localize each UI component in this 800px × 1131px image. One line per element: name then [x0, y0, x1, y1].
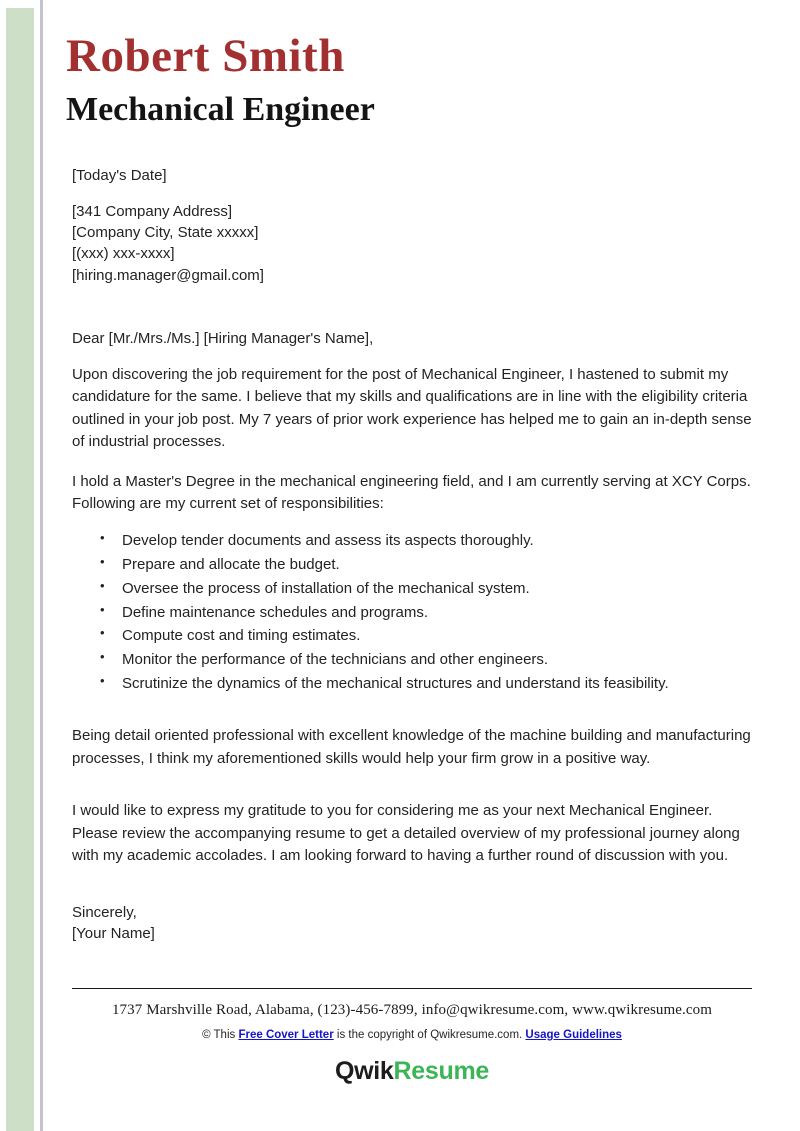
recipient-city-line: [Company City, State xxxxx]: [72, 224, 259, 242]
closing-line: Sincerely,: [72, 903, 137, 921]
body-paragraph-1: Upon discovering the job requirement for the post of Mechanical Engineer, I hastened to submit my candidature for the same. I believe that my skills and qualifications are in line with the eligibility criteria outlined in your job post. My 7 years of prior work experience has helped me to gain an in-depth sense of industrial processes.: [72, 365, 752, 451]
body-paragraph-3: Being detail oriented professional with excellent knowledge of the machine building and manufacturing processes, I think my aforementioned skills would help your firm grow in a positive way.: [72, 727, 751, 767]
list-item: • Oversee the process of installation of the mechanical system.: [72, 578, 752, 600]
recipient-phone-line: [(xxx) xxx-xxxx]: [72, 245, 175, 263]
signature-line: [Your Name]: [72, 925, 155, 943]
recipient-email-line: [hiring.manager@gmail.com]: [72, 266, 264, 284]
logo-text-qwik: Qwik: [334, 1057, 394, 1085]
usage-guidelines-link[interactable]: Usage Guidelines: [525, 1029, 622, 1041]
copyright-prefix: © This: [202, 1029, 239, 1041]
responsibilities-list: [72, 530, 752, 695]
list-item: • Develop tender documents and assess its aspects thoroughly.: [72, 530, 752, 552]
list-item: • Scrutinize the dynamics of the mechanical structures and understand its feasibility.: [72, 673, 752, 695]
recipient-address-block: [72, 201, 752, 286]
logo-text-resume: Resume: [393, 1057, 489, 1085]
body-paragraph-2: I hold a Master's Degree in the mechanical engineering field, and I am currently serving at XCY Corps. Following are my current set of responsibilities:: [72, 472, 751, 513]
free-cover-letter-link[interactable]: Free Cover Letter: [238, 1029, 334, 1041]
body-paragraph-4: I would like to express my gratitude to you for considering me as your next Mechanical Engineer. Please review the accompanying resume to get a detailed overview of my professional journey along with my academic accolades. I am looking forward to having a further round of discussion with you.: [72, 802, 740, 865]
footer-divider: [72, 988, 752, 989]
copyright-middle: is the copyright of Qwikresume.com.: [333, 1029, 526, 1041]
list-item: • Compute cost and timing estimates.: [72, 625, 752, 647]
list-item: • Monitor the performance of the technicians and other engineers.: [72, 649, 752, 671]
salutation: Dear [Mr./Mrs./Ms.] [Hiring Manager's Name],: [72, 329, 374, 347]
letter-date: [Today's Date]: [72, 166, 167, 184]
recipient-address-line: [341 Company Address]: [72, 202, 233, 220]
applicant-name: Robert Smith: [66, 30, 345, 82]
page-footer: [72, 988, 752, 1086]
list-item: • Prepare and allocate the budget.: [72, 554, 752, 576]
footer-copyright: [72, 1029, 752, 1041]
signoff-block: [72, 902, 752, 946]
qwikresume-logo[interactable]: [72, 1057, 752, 1086]
footer-address: 1737 Marshville Road, Alabama, (123)-456-7899, info@qwikresume.com, www.qwikresume.com: [111, 1002, 713, 1018]
list-item: • Define maintenance schedules and programs.: [72, 602, 752, 624]
letter-content: [66, 0, 752, 945]
applicant-job-title: Mechanical Engineer: [66, 91, 375, 129]
